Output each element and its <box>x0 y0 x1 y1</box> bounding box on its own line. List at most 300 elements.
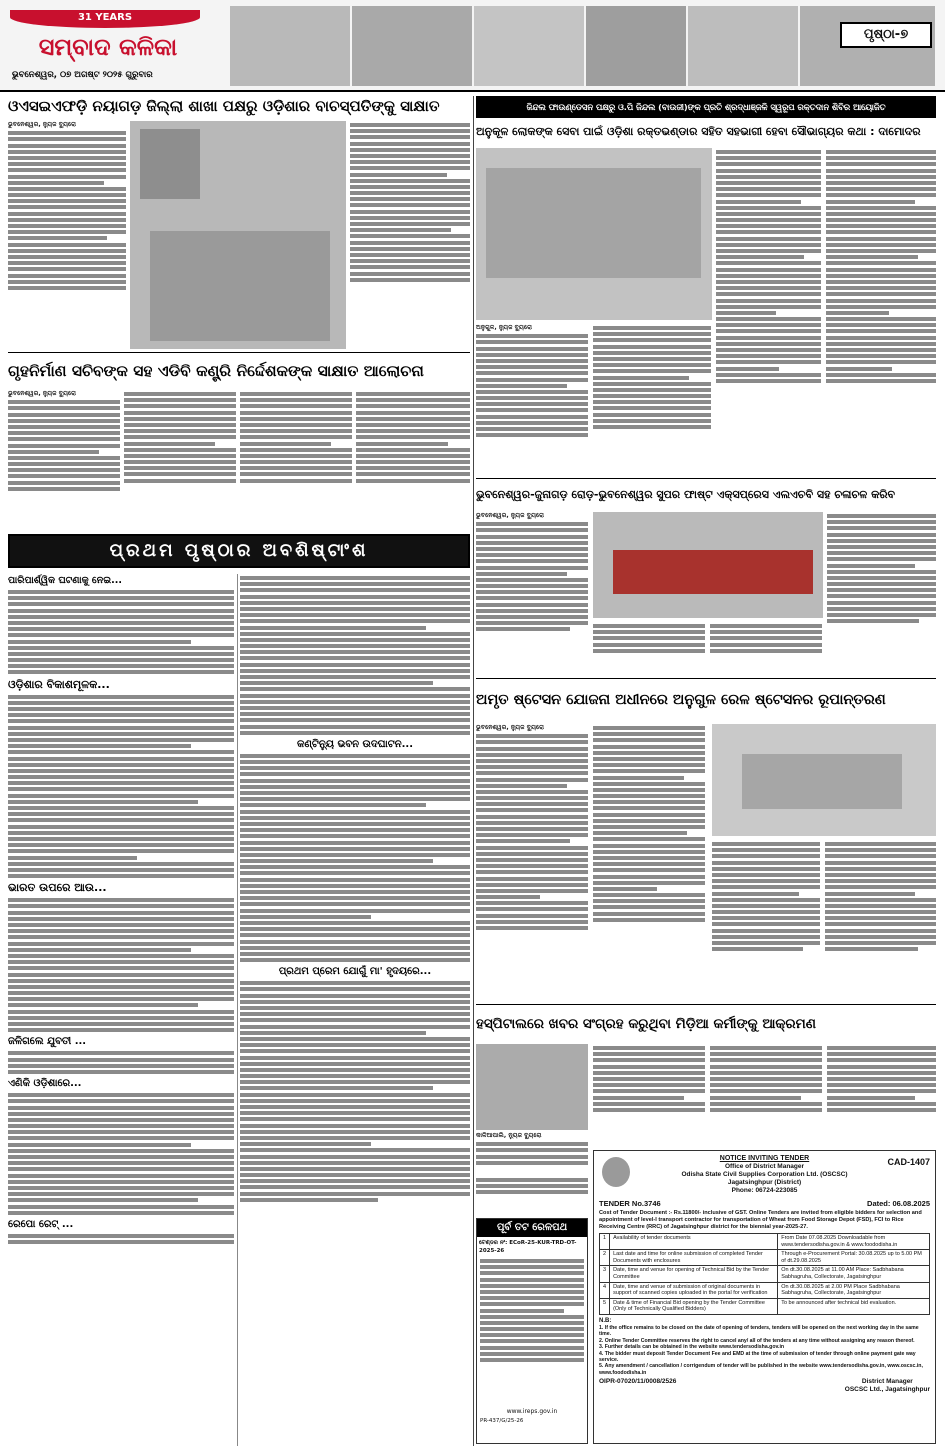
text-line <box>240 871 470 875</box>
tender-signatory-org: OSCSC Ltd., Jagatsinghpur <box>844 1386 930 1394</box>
text-line <box>240 644 470 648</box>
text-line <box>8 862 234 866</box>
text-line <box>593 1102 705 1106</box>
tender-row-number: 2 <box>600 1250 610 1266</box>
text-line <box>350 191 470 195</box>
text-line <box>8 670 234 674</box>
railway-ad-website[interactable]: www.ireps.gov.in <box>506 1408 558 1415</box>
text-line <box>8 236 107 240</box>
text-line <box>716 206 821 210</box>
text-line <box>8 1051 234 1055</box>
text-line <box>476 572 567 576</box>
text-line <box>476 347 588 351</box>
text-line <box>593 875 705 879</box>
text-line <box>8 162 126 166</box>
text-line <box>8 732 234 736</box>
text-line <box>825 910 936 914</box>
text-line <box>827 582 936 586</box>
text-line <box>825 842 936 846</box>
text-line <box>710 1052 822 1056</box>
tender-signatory-block <box>845 1378 930 1394</box>
text-line <box>356 460 470 464</box>
text-line <box>8 658 234 662</box>
text-line <box>8 935 234 939</box>
tender-row-item: Date & time of Financial Bid opening by the Tender Committee (Only of Technically Qualified Bidders) <box>610 1298 778 1314</box>
text-line <box>593 887 657 891</box>
tender-footer-code: OIPR-07020/11/0008/2526 <box>599 1378 677 1386</box>
text-line <box>593 406 711 410</box>
text-line <box>240 803 426 807</box>
text-line <box>8 652 234 656</box>
text-line <box>350 247 470 251</box>
cont-text-3 <box>8 898 234 1032</box>
text-line <box>476 864 588 868</box>
text-line <box>240 454 352 458</box>
text-line <box>476 858 588 862</box>
s5-body-text-2 <box>593 726 705 922</box>
s1-body-text-2 <box>350 123 470 282</box>
text-line <box>350 166 470 170</box>
text-line <box>480 1290 584 1294</box>
text-line <box>8 175 126 179</box>
text-line <box>593 345 711 349</box>
tender-notice <box>593 1150 936 1444</box>
cont-col2 <box>240 574 470 1446</box>
text-line <box>827 557 936 561</box>
text-line <box>8 701 234 705</box>
text-line <box>712 904 820 908</box>
tender-intro: Cost of Tender Document :- Rs.11800/- inclusive of GST. Online Tenders are invited from eligible bidders for selection and appointment of level-I transport contractor for transportation of Wheat from Food Storage Depot (FSD), FCI to Rice Receiving Centre (RRC) of Jagatsinghpur district for the biennial year-2025-27. <box>599 1210 922 1230</box>
text-line <box>8 868 234 872</box>
tender-row-value: On dt.30.08.2025 at 2.00 PM Place Sadbhabana Sabhagruha, Collectorate, Jagatsinghpur <box>778 1282 930 1298</box>
tender-number-row <box>599 1197 930 1210</box>
text-line <box>350 234 470 238</box>
s3-body-text-4 <box>356 392 470 483</box>
text-line <box>826 342 936 346</box>
text-line <box>716 367 779 371</box>
text-line <box>593 332 711 336</box>
text-line <box>240 1049 470 1053</box>
cont-text-7 <box>240 576 470 735</box>
text-line <box>350 272 470 276</box>
text-line <box>716 243 821 247</box>
continued-banner-title: ପ୍ରଥମ ପୃଷ୍ଠାର ଅବଶିଷ୍ଟାଂଶ <box>109 540 369 561</box>
s5-body-col1 <box>476 724 588 1000</box>
text-line <box>826 181 936 185</box>
text-line <box>8 750 234 754</box>
s2-body-col1 <box>476 324 588 474</box>
text-line <box>240 718 470 722</box>
text-line <box>476 421 588 425</box>
tender-row-value: To be announced after technical bid evaluation. <box>778 1298 930 1314</box>
text-line <box>356 398 470 402</box>
text-line <box>476 415 588 419</box>
s6-body-text-5 <box>476 1178 588 1194</box>
text-line <box>240 1179 470 1183</box>
text-line <box>8 991 234 995</box>
text-line <box>356 448 470 452</box>
tender-row-number: 4 <box>600 1282 610 1298</box>
text-line <box>716 379 821 383</box>
text-line <box>476 584 588 588</box>
tender-row-number: 1 <box>600 1234 610 1250</box>
text-line <box>8 406 120 410</box>
text-line <box>825 929 936 933</box>
text-line <box>240 1006 470 1010</box>
text-line <box>716 175 821 179</box>
text-line <box>593 899 705 903</box>
text-line <box>593 338 711 342</box>
text-line <box>8 181 104 185</box>
text-line <box>8 468 120 472</box>
text-line <box>240 865 470 869</box>
text-line <box>476 378 588 382</box>
text-line <box>350 197 470 201</box>
text-line <box>8 481 120 485</box>
s5-dateline: ଭୁବନେଶ୍ୱର, ନ୍ୟୁଜ ବ୍ୟୁରୋ <box>476 724 545 731</box>
text-line <box>8 274 126 278</box>
text-line <box>8 602 234 606</box>
text-line <box>825 892 915 896</box>
text-line <box>825 898 936 902</box>
text-line <box>593 732 705 736</box>
text-line <box>240 588 470 592</box>
s2-body-text <box>476 334 588 437</box>
text-line <box>240 958 470 962</box>
s6-photo <box>476 1044 588 1130</box>
text-line <box>716 280 821 284</box>
text-line <box>716 360 821 364</box>
text-line <box>826 243 936 247</box>
tender-row <box>600 1282 930 1298</box>
text-line <box>476 759 588 763</box>
text-line <box>8 425 120 429</box>
text-line <box>476 1155 588 1159</box>
text-line <box>8 1093 234 1097</box>
text-line <box>240 404 352 408</box>
text-line <box>593 800 705 804</box>
text-line <box>826 373 936 377</box>
text-line <box>8 911 234 915</box>
text-line <box>826 360 936 364</box>
text-line <box>476 815 588 819</box>
text-line <box>476 753 588 757</box>
text-line <box>124 398 236 402</box>
text-line <box>476 578 588 582</box>
text-line <box>716 255 804 259</box>
text-line <box>825 904 936 908</box>
text-line <box>593 850 705 854</box>
railway-ad-ref: ଟେଣ୍ଡର ନଂ: ECoR-25-KUR-TRD-OT-2025-26 <box>479 1240 577 1254</box>
text-line <box>8 230 126 234</box>
text-line <box>712 910 820 914</box>
text-line <box>480 1327 584 1331</box>
tender-table-body <box>600 1234 930 1315</box>
text-line <box>350 160 470 164</box>
text-line <box>8 997 234 1001</box>
s4-body-text-4 <box>827 514 936 623</box>
text-line <box>356 435 470 439</box>
text-line <box>826 187 936 191</box>
text-line <box>476 1184 588 1188</box>
text-line <box>712 854 820 858</box>
text-line <box>240 952 470 956</box>
text-line <box>476 740 588 744</box>
text-line <box>476 390 588 394</box>
text-line <box>240 479 352 483</box>
text-line <box>716 286 821 290</box>
rule-s5 <box>476 678 936 679</box>
text-line <box>8 267 126 271</box>
text-line <box>240 1062 470 1066</box>
tender-nb-title: N.B: <box>599 1317 612 1324</box>
text-line <box>8 218 126 222</box>
text-line <box>476 615 588 619</box>
text-line <box>240 1099 470 1103</box>
text-line <box>8 1198 198 1202</box>
text-line <box>710 643 822 647</box>
text-line <box>8 1106 234 1110</box>
text-line <box>356 442 448 446</box>
cont-text-4 <box>8 1051 234 1074</box>
text-line <box>356 392 470 396</box>
text-line <box>825 873 936 877</box>
s4-dateline: ଭୁବନେଶ୍ୱର, ନ୍ୟୁଜ ବ୍ୟୁରୋ <box>476 512 545 519</box>
text-line <box>8 156 126 160</box>
text-line <box>827 1077 936 1081</box>
text-line <box>710 1046 822 1050</box>
text-line <box>826 169 936 173</box>
text-line <box>480 1346 584 1350</box>
text-line <box>240 712 470 716</box>
text-line <box>827 526 936 530</box>
s5-body-col3 <box>712 840 820 1000</box>
text-line <box>8 1112 234 1116</box>
cont-text-8 <box>240 754 470 962</box>
text-line <box>716 329 821 333</box>
tender-row-item: Date, time and venue for opening of Technical Bid by the Tender Committee <box>610 1266 778 1282</box>
text-line <box>593 643 705 647</box>
text-line <box>716 299 821 303</box>
s6-body-text-3 <box>710 1046 822 1112</box>
text-line <box>240 1000 470 1004</box>
text-line <box>8 726 234 730</box>
text-line <box>716 261 821 265</box>
text-line <box>593 1083 705 1087</box>
masthead-photo-children <box>586 6 686 86</box>
s6-headline: ହସ୍ପିଟାଲରେ ଖବର ସଂଗ୍ରହ କରୁଥିବା ମିଡ଼ିଆ କର୍ମୀଙ୍କୁ ଆକ୍ରମଣ <box>476 1016 816 1032</box>
text-line <box>593 856 705 860</box>
text-line <box>480 1271 584 1275</box>
text-line <box>350 123 470 127</box>
text-line <box>593 769 705 773</box>
text-line <box>826 286 936 290</box>
tender-footer <box>599 1378 930 1394</box>
text-line <box>710 636 822 640</box>
text-line <box>476 541 588 545</box>
text-line <box>827 619 919 623</box>
text-line <box>476 1142 588 1146</box>
text-line <box>476 365 588 369</box>
text-line <box>476 852 588 856</box>
text-line <box>476 846 588 850</box>
text-line <box>476 353 588 357</box>
text-line <box>593 363 711 367</box>
text-line <box>593 825 705 829</box>
s4-body-text-2 <box>593 624 705 653</box>
text-line <box>826 323 936 327</box>
railway-ad <box>476 1218 588 1444</box>
text-line <box>476 784 567 788</box>
text-line <box>593 369 711 373</box>
text-line <box>350 265 470 269</box>
text-line <box>593 624 705 628</box>
s6-body-col1 <box>476 1132 588 1174</box>
text-line <box>240 1031 426 1035</box>
text-line <box>593 649 705 653</box>
text-line <box>827 514 936 518</box>
text-line <box>240 1124 470 1128</box>
text-line <box>240 1173 470 1177</box>
text-line <box>710 1071 822 1075</box>
railway-ad-code: PR-437/G/25-26 <box>480 1418 524 1424</box>
text-line <box>240 878 470 882</box>
text-line <box>476 827 588 831</box>
text-line <box>8 1010 234 1014</box>
text-line <box>8 837 234 841</box>
text-line <box>826 206 936 210</box>
text-line <box>240 429 352 433</box>
text-line <box>716 193 821 197</box>
text-line <box>8 627 234 631</box>
tender-table <box>599 1233 930 1315</box>
tender-row-number: 5 <box>600 1298 610 1314</box>
text-line <box>8 1064 234 1068</box>
text-line <box>8 849 234 853</box>
text-line <box>124 460 236 464</box>
text-line <box>240 423 352 427</box>
text-line <box>8 224 126 228</box>
text-line <box>8 615 234 619</box>
text-line <box>712 848 820 852</box>
tender-nb-item: 2. Online Tender Committee reserves the right to cancel any/ all of the tenders at any time without assigning any reason thereof. <box>599 1337 915 1344</box>
tender-row-item: Last date and time for online submission of completed Tender Documents with enclosures <box>610 1250 778 1266</box>
text-line <box>8 633 234 637</box>
s3-body-text-2 <box>124 392 236 483</box>
text-line <box>8 856 137 860</box>
s6-body-text <box>476 1142 588 1165</box>
text-line <box>8 948 191 952</box>
text-line <box>712 861 820 865</box>
text-line <box>716 169 821 173</box>
s2-headline: ଅନୁକୂଳ ଲୋକଙ୍କ ସେବା ପାଇଁ ଓଡ଼ିଶା ରକ୍ତଭଣ୍ଡାର ସହିତ ସହଭାଗୀ ହେବା ସୌଭାଗ୍ୟର କଥା : ଦାମୋଦର <box>476 125 921 138</box>
cont-h5: ଏଣିକି ଓଡ଼ିଶାରେ... <box>8 1078 82 1090</box>
text-line <box>593 912 705 916</box>
text-line <box>8 150 126 154</box>
rule-s6 <box>476 1004 936 1005</box>
text-line <box>827 1065 936 1069</box>
text-line <box>240 1111 470 1115</box>
text-line <box>826 162 936 166</box>
s6-body-col4 <box>827 1044 936 1146</box>
text-line <box>826 348 936 352</box>
text-line <box>240 884 470 888</box>
s2-body-col2 <box>593 324 711 474</box>
dateline: ଭୁବନେଶ୍ୱର, ୦୭ ଅଗଷ୍ଟ ୨୦୨୫ ଗୁରୁବାର <box>12 70 153 80</box>
text-line <box>240 1148 470 1152</box>
text-line <box>240 706 470 710</box>
text-line <box>240 669 470 673</box>
text-line <box>8 954 234 958</box>
text-line <box>350 259 470 263</box>
text-line <box>716 237 821 241</box>
tender-nb-item: 5. Any amendment / cancellation / corrigendum of tender will be published in the website www.tendersodisha.gov.in, www.oscsc.in, www.foododisha.in <box>599 1363 923 1376</box>
text-line <box>476 802 588 806</box>
text-line <box>476 1190 588 1194</box>
text-line <box>240 1130 470 1134</box>
text-line <box>8 874 234 878</box>
text-line <box>8 1167 234 1171</box>
text-line <box>476 427 588 431</box>
text-line <box>826 268 936 272</box>
s4-body-text <box>476 522 588 631</box>
s2-dateline: ଅନୁଗୁଳ, ନ୍ୟୁଜ ବ୍ୟୁରୋ <box>476 324 533 331</box>
text-line <box>350 129 470 133</box>
text-line <box>240 576 470 580</box>
text-line <box>716 336 821 340</box>
text-line <box>240 582 470 586</box>
text-line <box>8 769 234 773</box>
text-line <box>710 649 822 653</box>
text-line <box>712 922 820 926</box>
text-line <box>8 929 234 933</box>
text-line <box>240 921 470 925</box>
tender-office: Office of District Manager <box>724 1163 805 1170</box>
text-line <box>476 522 588 526</box>
text-line <box>712 935 820 939</box>
text-line <box>8 812 234 816</box>
text-line <box>480 1284 584 1288</box>
text-line <box>240 890 470 894</box>
text-line <box>593 788 705 792</box>
text-line <box>480 1309 564 1313</box>
text-line <box>593 1058 705 1062</box>
text-line <box>827 520 936 524</box>
text-line <box>8 818 234 822</box>
tender-district: Jagatsinghpur (District) <box>727 1179 802 1186</box>
cont-h1: ପାରିପାର୍ଶ୍ୱିକ ଘଟଣାକୁ ନେଇ... <box>8 575 122 586</box>
text-line <box>8 695 234 699</box>
text-line <box>827 601 936 605</box>
text-line <box>8 255 126 259</box>
tender-date: Dated: 06.08.2025 <box>867 1199 930 1208</box>
text-line <box>240 766 470 770</box>
text-line <box>8 212 126 216</box>
text-line <box>8 137 126 141</box>
text-line <box>8 806 234 810</box>
text-line <box>124 454 236 458</box>
text-line <box>350 253 470 257</box>
text-line <box>240 601 470 605</box>
text-line <box>480 1358 584 1362</box>
text-line <box>716 373 821 377</box>
cont-h4: ଜଳିଗଲେ ଯୁବତୀ ... <box>8 1036 87 1048</box>
text-line <box>8 249 126 253</box>
s3-body-col2 <box>124 390 236 528</box>
text-line <box>476 559 588 563</box>
text-line <box>480 1315 584 1319</box>
text-line <box>593 905 705 909</box>
